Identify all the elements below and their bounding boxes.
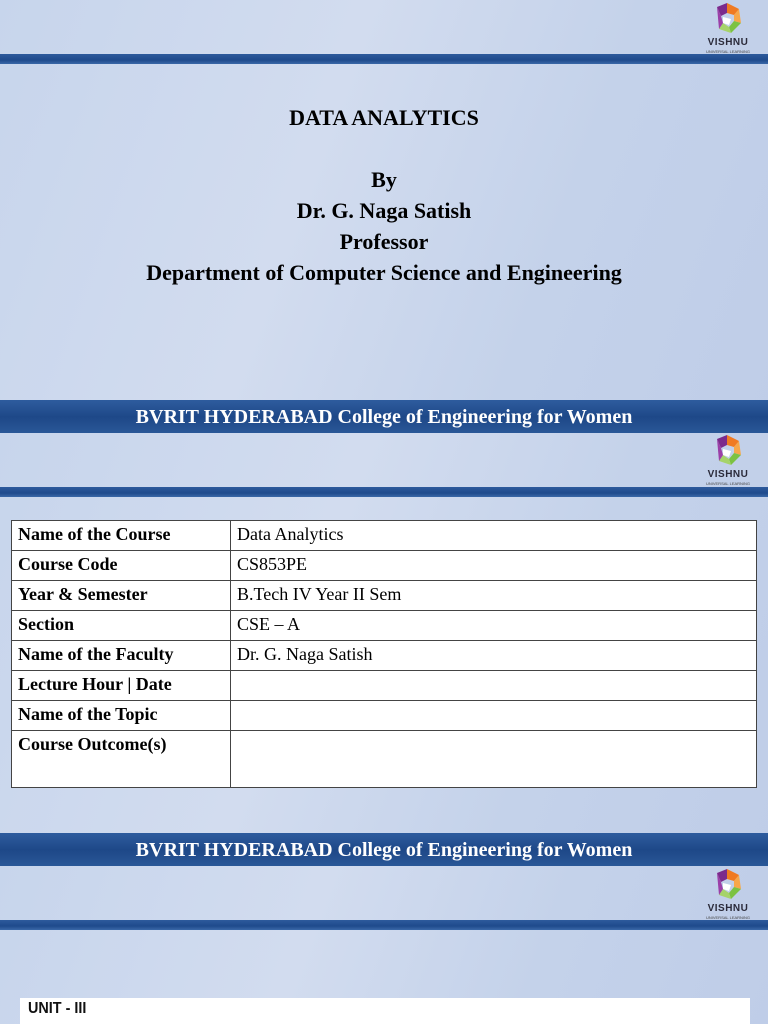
- logo-wordmark: VISHNU: [707, 903, 749, 914]
- table-row: [12, 731, 757, 788]
- row-value: CSE – A: [231, 611, 757, 641]
- row-label: Year & Semester: [12, 581, 231, 611]
- logo-tagline: UNIVERSAL LEARNING: [705, 915, 751, 920]
- row-label: Name of the Topic: [12, 701, 231, 731]
- row-value: CS853PE: [231, 551, 757, 581]
- table-row: [12, 581, 757, 611]
- table-row: [12, 701, 757, 731]
- logo-wordmark: VISHNU: [707, 469, 749, 480]
- logo-wordmark: VISHNU: [707, 37, 749, 48]
- row-value: [231, 731, 757, 788]
- logo-tagline: UNIVERSAL LEARNING: [705, 481, 751, 486]
- table-row: [12, 671, 757, 701]
- vishnu-logo: [703, 435, 753, 491]
- by-line: By: [371, 167, 397, 192]
- table-row: [12, 521, 757, 551]
- row-label: Name of the Faculty: [12, 641, 231, 671]
- unit-heading-box: [20, 998, 750, 1024]
- author-designation: Professor: [339, 229, 429, 254]
- row-label: Section: [12, 611, 231, 641]
- row-label: Name of the Course: [12, 521, 231, 551]
- title-block: [0, 102, 768, 288]
- row-value: Dr. G. Naga Satish: [231, 641, 757, 671]
- row-label: Lecture Hour | Date: [12, 671, 231, 701]
- top-band: [0, 920, 768, 930]
- college-footer: BVRIT HYDERABAD College of Engineering for Women: [0, 400, 768, 433]
- table-row: [12, 551, 757, 581]
- logo-tagline: UNIVERSAL LEARNING: [705, 49, 751, 54]
- slide-title: [0, 0, 768, 433]
- top-band: [0, 54, 768, 64]
- top-band: [0, 487, 768, 497]
- unit-label: UNIT - III: [28, 1000, 87, 1017]
- row-value: [231, 701, 757, 731]
- row-value: [231, 671, 757, 701]
- table-row: [12, 641, 757, 671]
- row-value: B.Tech IV Year II Sem: [231, 581, 757, 611]
- vishnu-logo: [703, 3, 753, 59]
- college-footer: BVRIT HYDERABAD College of Engineering for Women: [0, 833, 768, 866]
- table-row: [12, 611, 757, 641]
- course-title: DATA ANALYTICS: [289, 105, 479, 130]
- vishnu-logo: [703, 869, 753, 925]
- row-value: Data Analytics: [231, 521, 757, 551]
- vishnu-logo-icon: [703, 869, 753, 905]
- row-label: Course Code: [12, 551, 231, 581]
- author-name: Dr. G. Naga Satish: [296, 198, 472, 223]
- row-label: Course Outcome(s): [12, 731, 231, 788]
- course-info-table: [11, 520, 757, 788]
- department-name: Department of Computer Science and Engineering: [146, 260, 622, 285]
- vishnu-logo-icon: [703, 3, 753, 39]
- vishnu-logo-icon: [703, 435, 753, 471]
